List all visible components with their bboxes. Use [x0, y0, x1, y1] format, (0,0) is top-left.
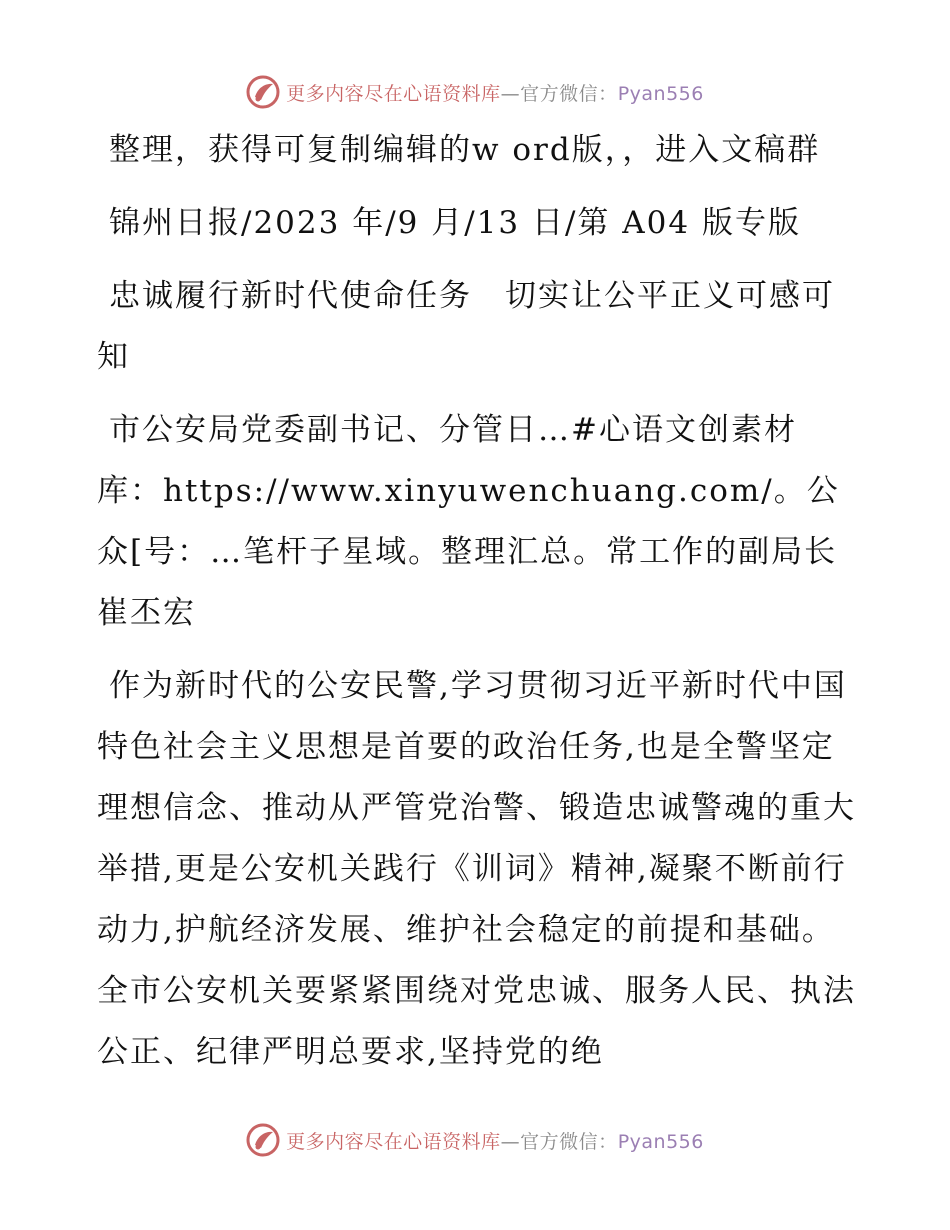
paragraph-author: 市公安局党委副书记、分管日…#心语文创素材库：https://www.xinyuwenchuang.com/。公众[号：…笔杆子星域。整理汇总。常工作的副局长崔丕宏: [97, 412, 840, 631]
paragraph-body: 作为新时代的公安民警,学习贯彻习近平新时代中国特色社会主义思想是首要的政治任务,也是全警坚定理想信念、推动从严管党治警、锻造忠诚警魂的重大举措,更是公安机关践行《训词》精神,凝聚不断前行动力,护航经济发展、维护社会稳定的前提和基础。全市公安机关要紧紧围绕对党忠诚、服务人民、执法公正、纪律严明总要求,坚持党的绝: [97, 668, 856, 1070]
xinyu-logo-icon: [246, 1123, 280, 1157]
watermark-separator: —: [500, 1130, 521, 1153]
watermark-main-text: 更多内容尽在心语资料库: [286, 1130, 501, 1153]
watermark-main-text: 更多内容尽在心语资料库: [286, 82, 501, 105]
watermark-wechat-label: 官方微信：: [520, 82, 618, 105]
watermark-wechat-label: 官方微信：: [520, 1130, 618, 1153]
paragraph-title: 忠诚履行新时代使命任务 切实让公平正义可感可知: [97, 278, 835, 375]
watermark-account: Pyan556: [617, 82, 704, 105]
document-body: [97, 120, 857, 1083]
watermark-separator: —: [500, 82, 521, 105]
header-watermark: [0, 72, 950, 112]
xinyu-logo-icon: [246, 75, 280, 109]
watermark-text: [286, 1127, 704, 1154]
watermark-account: Pyan556: [617, 1130, 704, 1153]
footer-watermark: [0, 1120, 950, 1160]
paragraph-intro: 整理，获得可复制编辑的w ord版，，进入文稿群: [109, 132, 821, 168]
paragraph-source: 锦州日报/2023 年/9 月/13 日/第 A04 版专版: [109, 205, 801, 241]
watermark-text: [286, 79, 704, 106]
